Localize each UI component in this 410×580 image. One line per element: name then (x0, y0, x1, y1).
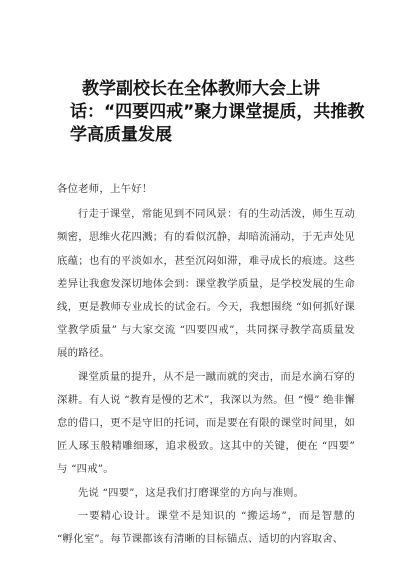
greeting-line: 各位老师，上午好！ (57, 183, 153, 195)
body-paragraph: 先说 “四要”，这是我们打磨课堂的方向与准则。 (77, 486, 305, 499)
body-paragraph: 课堂质量的提升，从不是一蹴而就的突击，而是水滴石穿的深耕。有人说 “教育是慢的艺术”，我深以为然。但 “慢” 绝非懈怠的借口，更不是守旧的托词，而是要在有限的课堂时间里，如匠人琢玉般精雕细琢，追求极致。这其中的关键，便在 “四要” 与 “四戒”。 (57, 370, 355, 476)
body-paragraph: 行走于课堂，常能见到不同风景：有的生动活泼，师生互动频密，思维火花四溅；有的看似沉静，却暗流涌动，于无声处见底蕴；也有的平淡如水，甚至沉闷如滞，难寻成长的痕迹。这些差异让我愈发深切地体会到：课堂教学质量，是学校发展的生命线，更是教师专业成长的试金石。今天，我想围绕 “如何抓好课堂教学质量” 与大家交流 “四要四戒”，共同探寻教学高质量发展的路径。 (57, 208, 355, 360)
body-paragraph: 一要精心设计。课堂不是知识的 “搬运场”，而是智慧的 “孵化室”。每节课都该有清晰的目标锚点、适切的内容取舍、 (57, 509, 355, 546)
document-title: 教学副校长在全体教师大会上讲话：“四要四戒”聚力课堂提质，共推教学高质量发展 (70, 79, 365, 145)
document-body (57, 178, 355, 551)
